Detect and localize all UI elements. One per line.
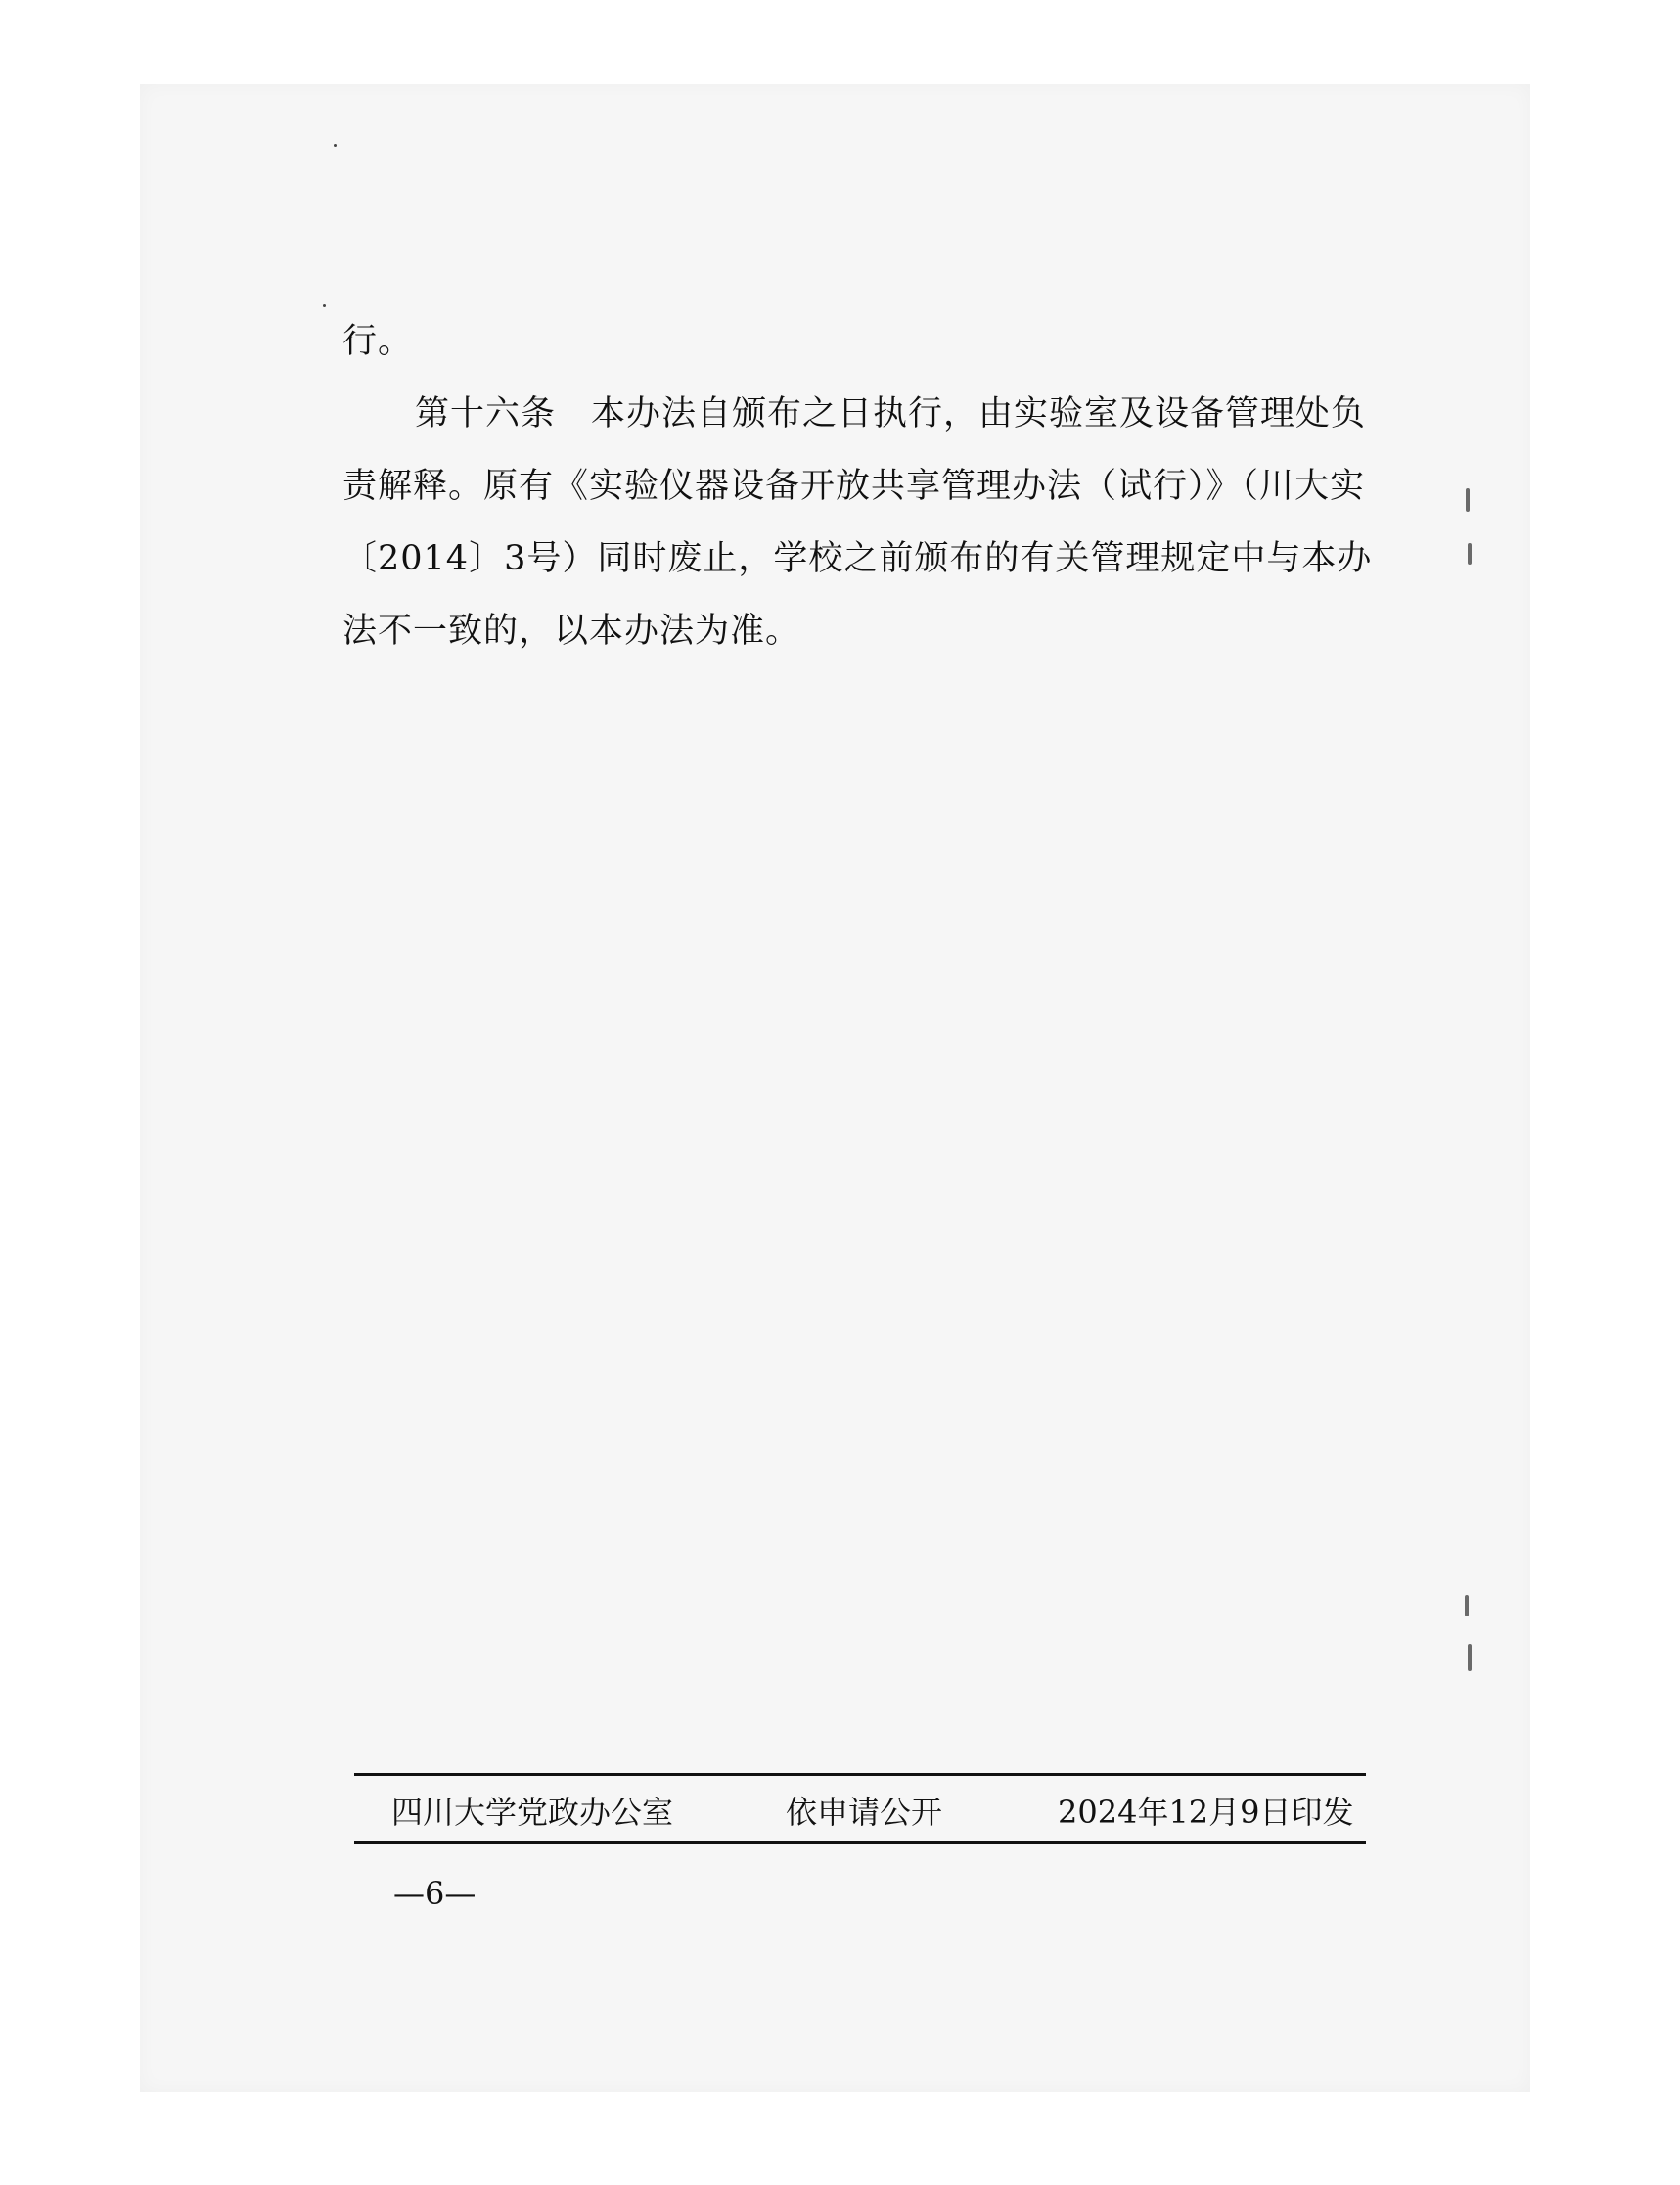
scan-speck bbox=[334, 144, 337, 147]
page-number: —6— bbox=[393, 1875, 477, 1912]
binding-hole-mark bbox=[1468, 1644, 1472, 1671]
document-body bbox=[342, 305, 1380, 667]
paragraph-continuation: 行。 bbox=[342, 322, 414, 361]
issuer-label: 四川大学党政办公室 bbox=[391, 1794, 674, 1831]
disclosure-label: 依申请公开 bbox=[786, 1794, 943, 1831]
issue-date-label: 2024年12月9日印发 bbox=[1058, 1794, 1354, 1831]
issuance-footer bbox=[354, 1773, 1366, 1844]
binding-hole-mark bbox=[1465, 1595, 1469, 1616]
binding-hole-mark bbox=[1466, 488, 1470, 512]
paragraph-article-16: 第十六条 本办法自颁布之日执行，由实验室及设备管理处负责解释。原有《实验仪器设备开放共享管理办法（试行）》（川大实〔2014〕3号）同时废止，学校之前颁布的有关管理规定中与本办法不一致的，以本办法为准。 bbox=[342, 394, 1373, 651]
binding-hole-mark bbox=[1468, 543, 1472, 565]
scan-speck bbox=[323, 304, 326, 307]
